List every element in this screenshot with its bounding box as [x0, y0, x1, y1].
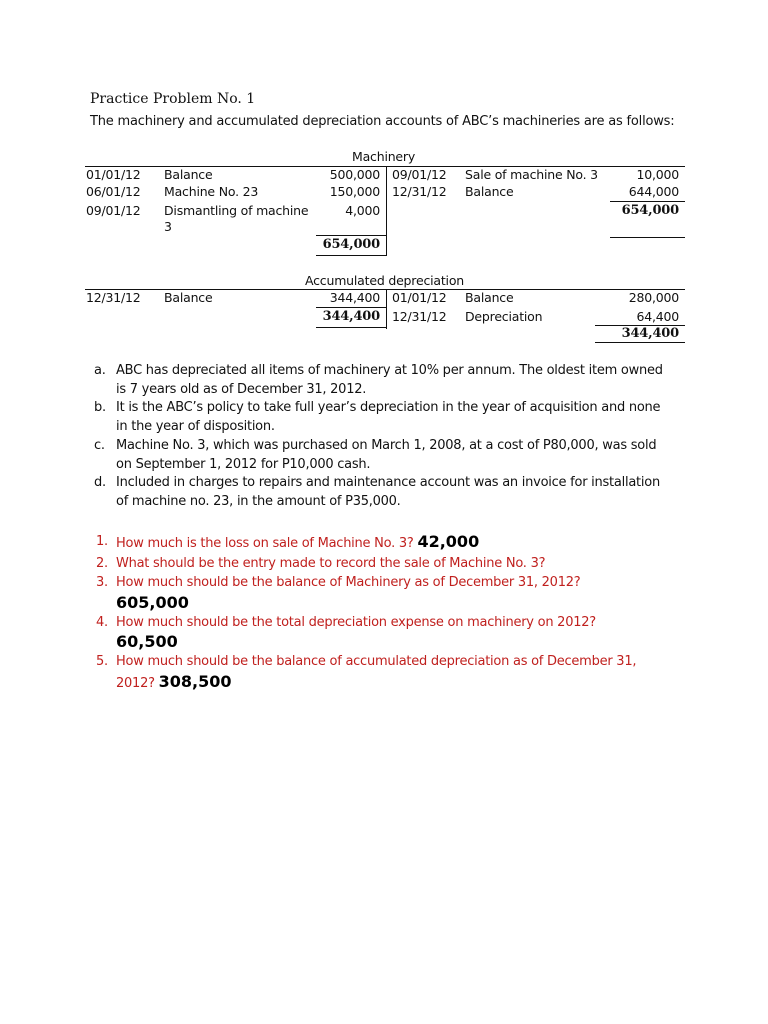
- machinery-debit-date: 09/01/12: [86, 203, 141, 218]
- question-answer: 60,500: [116, 632, 178, 651]
- question-answer: 605,000: [116, 592, 189, 612]
- question-number: 3.: [96, 575, 108, 590]
- intro-paragraph: The machinery and accumulated depreciation accounts of ABC’s machineries are as follows:: [90, 114, 675, 129]
- note-text: Machine No. 3, which was purchased on March 1, 2008, at a cost of P80,000, was sold on September 1, 2012 for P10,000 cash.: [116, 437, 657, 472]
- question-text: How much should be the balance of Machinery as of December 31, 2012?: [116, 575, 581, 590]
- accum-credit-amount: 64,400: [636, 309, 679, 324]
- question-text: What should be the entry made to record the sale of Machine No. 3?: [116, 555, 546, 571]
- accum-credit-date: 01/01/12: [392, 290, 447, 305]
- machinery-credit-date: 09/01/12: [392, 167, 447, 182]
- accum-debit-total: 344,400: [322, 309, 380, 324]
- problem-notes-list: [94, 362, 669, 512]
- machinery-center-rule: [386, 166, 387, 256]
- accum-debit-total-rule: [316, 307, 386, 308]
- note-marker: c.: [94, 437, 105, 453]
- accum-debit-amount: 344,400: [329, 290, 380, 305]
- question-item: [96, 613, 676, 653]
- question-item: [96, 573, 676, 613]
- accum-account-title: Accumulated depreciation: [305, 273, 464, 288]
- question-item: [96, 532, 676, 554]
- accum-credit-desc: Depreciation: [465, 309, 543, 324]
- note-marker: d.: [94, 475, 106, 491]
- machinery-debit-amount: 500,000: [329, 167, 380, 182]
- machinery-debit-amount: 4,000: [345, 203, 380, 218]
- accum-credit-total-underline: [595, 342, 685, 343]
- accum-credit-amount: 280,000: [628, 290, 679, 305]
- machinery-credit-amount: 644,000: [628, 184, 679, 199]
- note-item: [94, 474, 669, 511]
- question-item: [96, 554, 676, 574]
- question-number: 1.: [96, 534, 108, 549]
- machinery-account-title: Machinery: [352, 149, 416, 164]
- question-item: [96, 652, 676, 693]
- machinery-credit-total-rule: [610, 201, 685, 202]
- machinery-credit-total: 654,000: [621, 203, 679, 218]
- machinery-debit-date: 06/01/12: [86, 184, 141, 199]
- note-marker: b.: [94, 400, 106, 416]
- question-number: 2.: [96, 555, 108, 571]
- note-text: Included in charges to repairs and maintenance account was an invoice for installation of machine no. 23, in the amount of P35,000.: [116, 475, 660, 509]
- machinery-credit-total-underline: [610, 237, 685, 238]
- question-text: How much is the loss on sale of Machine No. 3?: [116, 536, 414, 551]
- accum-debit-desc: Balance: [164, 290, 213, 305]
- page-title: Practice Problem No. 1: [90, 91, 256, 107]
- machinery-debit-desc: Dismantling of machine: [164, 203, 309, 218]
- note-text: ABC has depreciated all items of machinery at 10% per annum. The oldest item owned is 7 years old as of December 31, 2012.: [116, 363, 663, 397]
- accum-credit-total: 344,400: [621, 326, 679, 341]
- machinery-credit-amount: 10,000: [636, 167, 679, 182]
- note-item: [94, 399, 669, 436]
- note-item: [94, 362, 669, 399]
- machinery-credit-desc: Balance: [465, 184, 514, 199]
- question-text: How much should be the balance of accumulated depreciation as of December 31, 2012?: [116, 654, 637, 691]
- machinery-debit-desc: Machine No. 23: [164, 184, 259, 199]
- machinery-debit-total-underline: [316, 255, 386, 256]
- machinery-debit-total: 654,000: [322, 237, 380, 252]
- accum-debit-total-underline: [316, 327, 386, 328]
- machinery-credit-desc: Sale of machine No. 3: [465, 167, 598, 182]
- question-text: How much should be the total depreciation expense on machinery on 2012?: [116, 614, 596, 630]
- accum-center-rule: [386, 289, 387, 329]
- question-number: 4.: [96, 614, 108, 630]
- question-answer: 308,500: [158, 671, 232, 691]
- note-marker: a.: [94, 363, 106, 378]
- question-answer: 42,000: [417, 532, 480, 551]
- machinery-debit-desc: Balance: [164, 167, 213, 182]
- accum-credit-date: 12/31/12: [392, 309, 447, 324]
- note-text: It is the ABC’s policy to take full year’s depreciation in the year of acquisition and none in the year of disposition.: [116, 400, 661, 435]
- machinery-credit-date: 12/31/12: [392, 184, 447, 199]
- note-item: [94, 437, 669, 474]
- accum-debit-date: 12/31/12: [86, 290, 141, 305]
- questions-list: [96, 532, 676, 693]
- machinery-debit-amount: 150,000: [329, 184, 380, 199]
- question-number: 5.: [96, 654, 108, 669]
- machinery-debit-desc-cont: 3: [164, 219, 172, 234]
- machinery-debit-date: 01/01/12: [86, 167, 141, 182]
- accum-credit-desc: Balance: [465, 290, 514, 305]
- machinery-debit-total-rule: [316, 235, 386, 236]
